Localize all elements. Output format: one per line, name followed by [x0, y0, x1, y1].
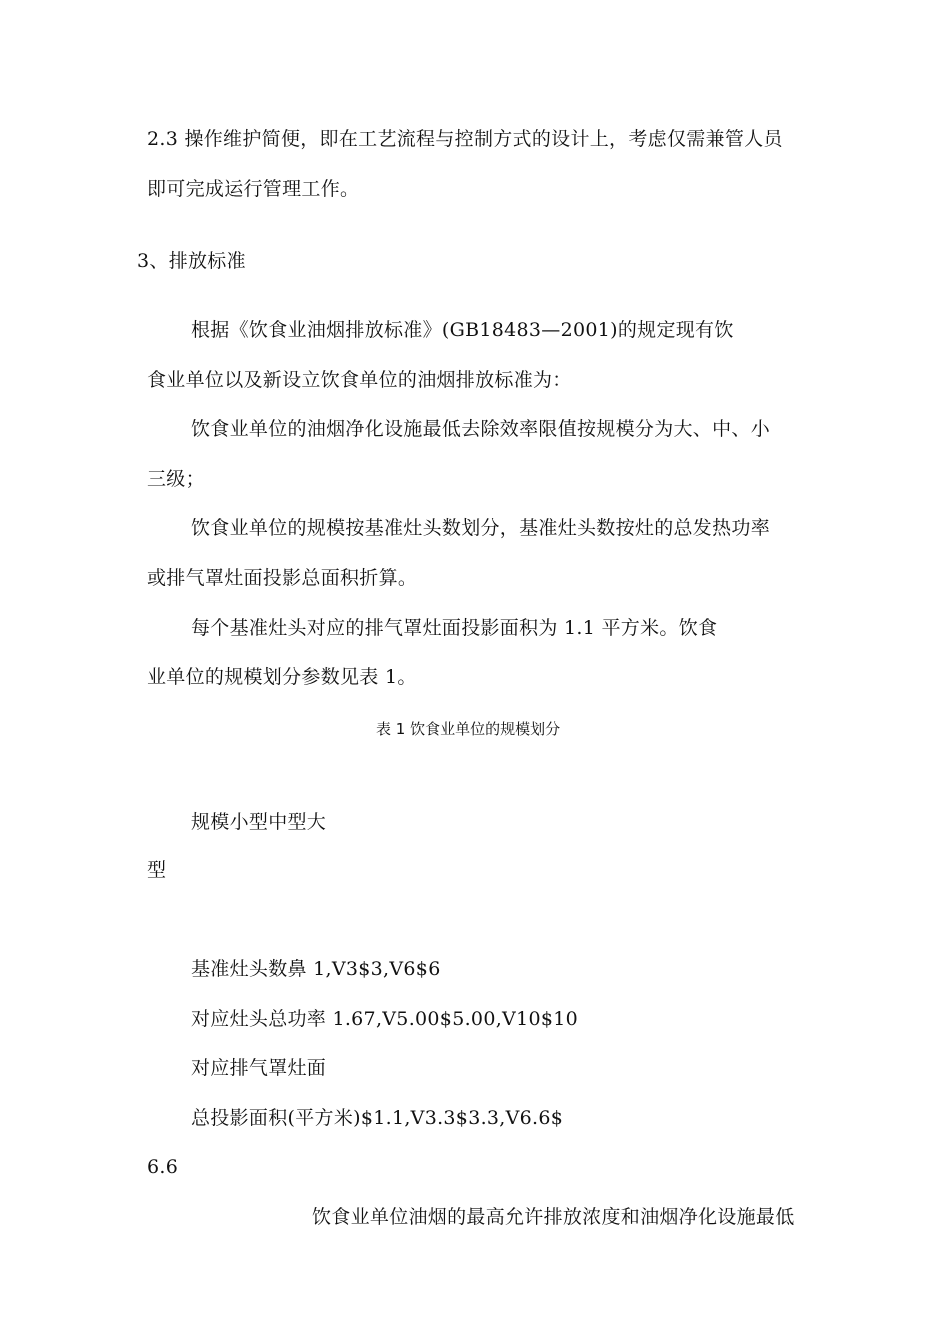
paragraph-scale-line-2: 或排气罩灶面投影总面积折算。 [147, 567, 418, 589]
table-header-line-1: 规模小型中型大 [191, 811, 327, 833]
paragraph-basis-line-2: 食业单位以及新设立饮食单位的油烟排放标准为： [147, 369, 572, 391]
table-row-power: 对应灶头总功率 1.67,V5.00$5.00,V10$10 [191, 1008, 579, 1030]
paragraph-scale-line-1: 饮食业单位的规模按基准灶头数划分，基准灶头数按灶的总发热功率 [191, 517, 771, 539]
table-row-burners: 基准灶头数鼻 1,V3$3,V6$6 [191, 958, 441, 980]
paragraph-efficiency-line-1: 饮食业单位的油烟净化设施最低去除效率限值按规模分为大、中、小 [191, 418, 771, 440]
table-row-hood-line-3: 6.6 [147, 1156, 179, 1178]
table-header-line-2: 型 [147, 859, 167, 881]
table-row-hood-line-2: 总投影面积(平方米)$1.1,V3.3$3.3,V6.6$ [191, 1107, 564, 1129]
section-3-heading: 3、排放标准 [137, 250, 246, 272]
paragraph-each-burner-line-2: 业单位的规模划分参数见表 1。 [147, 666, 417, 688]
paragraph-2-3-line-1: 2.3 操作维护简便，即在工艺流程与控制方式的设计上，考虑仅需兼管人员 [147, 128, 783, 150]
table-row-hood-line-1: 对应排气罩灶面 [191, 1057, 327, 1079]
paragraph-2-3-line-2: 即可完成运行管理工作。 [147, 178, 360, 200]
paragraph-basis-line-1: 根据《饮食业油烟排放标准》(GB18483—2001)的规定现有饮 [191, 319, 734, 341]
paragraph-each-burner-line-1: 每个基准灶头对应的排气罩灶面投影面积为 1.1 平方米。饮食 [191, 617, 718, 639]
table-1-caption: 表 1 饮食业单位的规模划分 [376, 720, 561, 738]
paragraph-efficiency-line-2: 三级； [147, 468, 205, 490]
next-paragraph-line-1: 饮食业单位油烟的最高允许排放浓度和油烟净化设施最低 [312, 1206, 795, 1228]
